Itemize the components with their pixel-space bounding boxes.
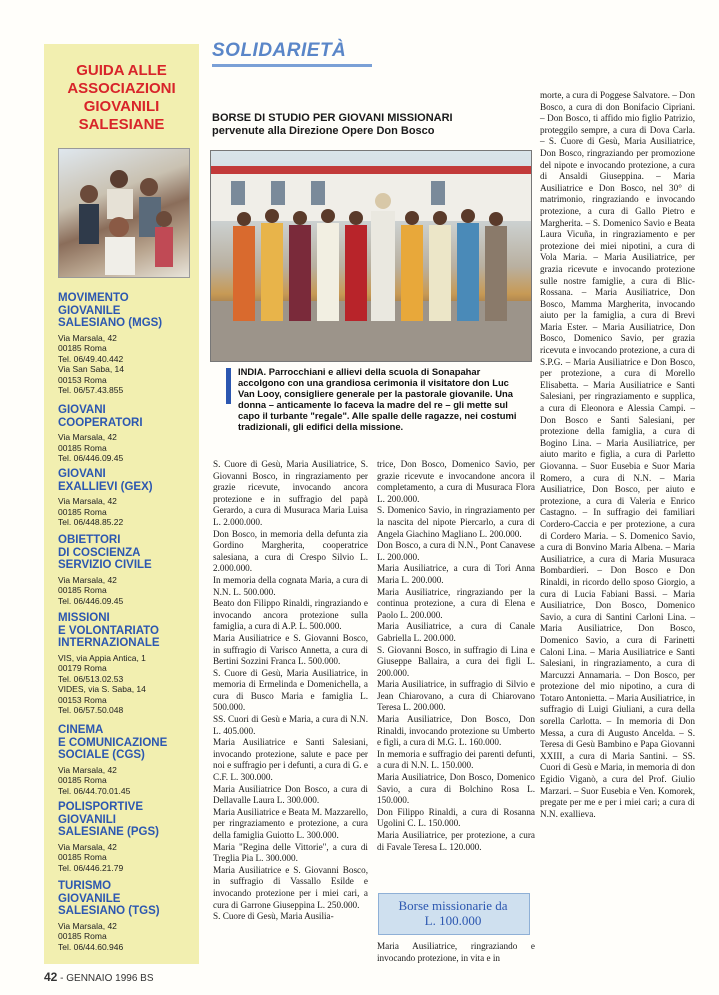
donation-entry: S. Cuore di Gesù, Maria Ausiliatrice, S. Giovanni Bosco, in ringraziamento per grazie ricevute, invocando ancora protezione e in suffragio del papà Gerardo, a cura di Musuraca Maria Luisa L. 2.000.000.: [213, 459, 368, 527]
donation-entry: Maria Ausiliatrice e S. Giovanni Bosco, in suffragio di Vassallo Esilde e invocando protezione per i miei cari, a cura di Garrone Giuseppina L. 250.000.: [213, 864, 368, 910]
org-address: Via Marsala, 42 00185 Roma Tel. 06/448.85.22: [58, 496, 124, 527]
org-mgs: [58, 292, 198, 396]
donation-entry: Maria Ausiliatrice, ringraziando per la continua protezione, a cura di Elena e Paolo L. 200.000.: [377, 586, 535, 620]
donation-entry: Maria "Regina delle Vittorie", a cura di Treglia Pia L. 300.000.: [213, 841, 368, 864]
sidebar-title: GUIDA ALLE ASSOCIAZIONI GIOVANILI SALESIANE: [67, 62, 176, 133]
org-name: GIOVANI COOPERATORI: [58, 404, 143, 429]
donation-entry: trice, Don Bosco, Domenico Savio, per grazie ricevute e invocandone ancora il completamento, a cura di Musuraca Flora L. 200.000.: [377, 459, 535, 504]
org-address: Via Marsala, 42 00185 Roma Tel. 06/49.40.442 Via San Saba, 14 00153 Roma Tel. 06/57.43.855: [58, 332, 125, 395]
org-name: MISSIONI E VOLONTARIATO INTERNAZIONALE: [58, 612, 160, 649]
org-pgs: [58, 801, 198, 873]
donation-entry: Maria Ausiliatrice, Don Bosco, Domenico Savio, a cura di Bolchino Rosa L. 150.000.: [377, 772, 535, 806]
header-rule: [212, 64, 372, 67]
donation-entry: Don Filippo Rinaldi, a cura di Rosanna Ugolini C. L. 150.000.: [377, 806, 535, 829]
footer-issue: - GENNAIO 1996 BS: [60, 973, 154, 984]
org-name: CINEMA E COMUNICAZIONE SOCIALE (CGS): [58, 724, 168, 761]
org-missioni: [58, 612, 198, 716]
org-address: Via Marsala, 42 00185 Roma Tel. 06/44.70.01.45: [58, 764, 131, 796]
donation-entry: S. Domenico Savio, in ringraziamento per la nascita del nipote Piercarlo, a cura di Angela Giachino Magliano L. 200.000.: [377, 505, 535, 539]
page-number: 42: [44, 970, 58, 984]
india-ceremony-photo: [210, 150, 532, 362]
column-3: [540, 90, 695, 820]
donation-entry: Maria Ausiliatrice, in suffragio di Silvio e Jean Chiarovano, a cura di Chiarovano Teresa L. 200.000.: [377, 679, 535, 713]
donation-entry: Maria Ausiliatrice, a cura di Tori Anna Maria L. 200.000.: [377, 563, 535, 585]
donation-entry: S. Giovanni Bosco, in suffragio di Lina e Giuseppe Ballaira, a cura dei figli L. 200.000.: [377, 644, 535, 678]
column-1: [213, 459, 368, 923]
donation-entry: S. Cuore di Gesù, Maria Ausiliatrice, in memoria di Ermelinda e Domenichella, a cura di Busco Maria e famiglia L. 500.000.: [213, 667, 368, 713]
org-name: TURISMO GIOVANILE SALESIANO (TGS): [58, 880, 160, 917]
donation-entry: Maria Ausiliatrice e Santi Salesiani, invocando protezione, salute e pace per noi e suffragio per i defunti, a cura di G. e C.F. L. 300.000.: [213, 737, 368, 783]
sidebar: [44, 44, 199, 964]
section-title: SOLIDARIETÀ: [212, 40, 347, 61]
caption-accent-bar: [226, 368, 231, 404]
article-headline: BORSE DI STUDIO PER GIOVANI MISSIONARI pervenute alla Direzione Opere Don Bosco: [212, 112, 453, 137]
youth-group-photo: [58, 148, 190, 278]
donation-entry: Maria Ausiliatrice e Beata M. Mazzarello, per ringraziamento e protezione, a cura della famiglia Guiotto L. 300.000.: [213, 806, 368, 840]
donation-entry: Maria Ausiliatrice e S. Giovanni Bosco, in suffragio di Varisco Annetta, a cura di Bertini Sozzini Franca L. 500.000.: [213, 632, 368, 667]
org-cgs: [58, 724, 198, 796]
org-cooperatori: [58, 404, 198, 464]
column-2-continued: [377, 941, 535, 964]
donation-list: morte, a cura di Poggese Salvatore. – Don Bosco, a cura di don Bonifacio Cipriani. – Don Bosco, ti affido mio figlio Patrizio, proteggilo sempre, a cura di Dova Carla. – S. Cuore di Gesù, Maria Ausiliatrice, Don Bosco, ringraziando per promozione del nipote e invocando protezione, a cura di Ansaldi Giuseppina. – Maria Ausiliatrice e Don Bosco, nel 30° di matrimonio, ringraziando e invocando protezione, a cura di Gallo Pietro e Margherita. – S. Domenico Savio e Beata Laura Vicuña, in ringraziamento e per protezione dei miei nipotini, a cura di Vola Maria. – Maria Ausiliatrice, per grazia ricevute e invocando protezione sulle nostre famiglie, a cura di Blic-Rossana. – Maria Ausiliatrice, Don Bosco, Mamma Margherita, invocando aiuto per la famiglia, a cura di Brevi Maria Ester. – Maria Ausiliatrice, Don Bosco, Domenico Savio, per grazia ricevuta e invocando protezione, a cura di S.P.G. – Maria Ausiliatrice e Don Bosco, per protezione, a cura di Morello Elisabetta. – Maria Ausiliatrice e Santi Salesiani, per ringraziamento e supplica, a cura di Eleonora e Alessia Campi. – Don Bosco e Santi Salesiani, per protezione della famiglia, a cura di Bogino Lina. – Maria Ausiliatrice, per aiuto marito e figlia, a cura di Parletto Giovanna. – Suor Eusebia e Suor Maria Romero, a cura di N.N. – Maria Ausiliatrice, Don Bosco, per aiuto e protezione, a cura di Valeria e Enrico Castagno. – In suffragio dei familiari Cordero-Caccia e per protezione, a cura di Cordero Maria. – S. Domenico Savio, a cura di Bonvino Maria Albena. – Maria Ausiliatrice, a cura di Maria Musuraca Bombardieri. – Don Bosco e Don Rinaldi, in ricordo dello sposo Giorgio, a cura di Lucia Fabiani Bassi. – Maria Ausiliatrice, Don Bosco, Domenico Savio, a cura di Santini Carloni Lina. – Maria Ausiliatrice, Don Bosco, Domenico Savio, a cura di Farinetti Caloni Lina. – Maria Ausiliatrice e Santi Salesiani, in ringraziamento, a cura di Marcuzzi Annamaria. – Don Bosco, per protezione del mio nipotino, a cura di Totaro Antonietta. – Maria Ausiliatrice, in suffragio di Luigi Giuliani, a cura della sorella Carlotta. – In memoria di Don Messa, a cura di Augusto Ancelda. – S. Teresa di Gesù Bambino e Papa Giovanni XXIII, a cura di Maria Santini. – SS. Cuori di Gesù e Maria, in memoria di don Egidio Viganò, a cura del Prof. Giulio Marzari. – Suor Eusebia e Ven. Komorek, pregate per me e per i miei cari; a cura di N.N. exallieva.: [540, 90, 695, 819]
donation-entry: Maria Ausiliatrice, ringraziando e invocando protezione, in vita e in: [377, 941, 535, 963]
donation-entry: Don Bosco, a cura di N.N., Pont Canavese L. 200.000.: [377, 540, 535, 562]
donation-entry: Beato don Filippo Rinaldi, ringraziando e invocando ancora protezione sulla famiglia, a cura di A.P. L. 500.000.: [213, 598, 368, 632]
column-2: [377, 459, 535, 853]
org-address: Via Marsala, 42 00185 Roma Tel. 06/446.09.45: [58, 574, 124, 606]
org-name: OBIETTORI DI COSCIENZA SERVIZIO CIVILE: [58, 534, 152, 571]
donation-entry: Maria Ausiliatrice, a cura di Canale Gabriella L. 200.000.: [377, 621, 535, 643]
donation-entry: In memoria e suffragio dei parenti defunti, a cura di N.N. L. 150.000.: [377, 748, 535, 771]
donation-entry: Maria Ausiliatrice, per protezione, a cura di Favale Teresa L. 120.000.: [377, 830, 535, 852]
photo-caption: [238, 366, 528, 432]
donation-entry: SS. Cuori di Gesù e Maria, a cura di N.N. L. 405.000.: [213, 714, 368, 736]
donation-entry: S. Cuore di Gesù, Maria Ausilia-: [213, 911, 334, 922]
org-name: MOVIMENTO GIOVANILE SALESIANO (MGS): [58, 292, 163, 329]
page-footer: [44, 970, 154, 984]
org-address: Via Marsala, 42 00185 Roma Tel. 06/446.09.45: [58, 432, 124, 463]
org-name: POLISPORTIVE GIOVANILI SALESIANE (PGS): [58, 801, 159, 838]
org-address: Via Marsala, 42 00185 Roma Tel. 06/446.21.79: [58, 841, 124, 873]
org-obiettori: [58, 534, 198, 606]
caption-lead: INDIA.: [238, 366, 267, 377]
donation-entry: Maria Ausiliatrice Don Bosco, a cura di Dellavalle Laura L. 300.000.: [213, 783, 368, 806]
org-tgs: [58, 880, 198, 952]
org-address: VIS, via Appia Antica, 1 00179 Roma Tel. 06/513.02.53 VIDES, via S. Saba, 14 00153 Roma Tel. 06/57.50.048: [58, 652, 146, 715]
org-name: GIOVANI EXALLIEVI (GEX): [58, 468, 153, 493]
caption-text: Parrocchiani e allievi della scuola di Sonapahar accolgono con una grandiosa cerimonia il visitatore don Luc Van Looy, consigliere generale per la pastorale giovanile. Una donna – anticamente lo faceva la madre del re – gli mette sul capo il turbante "regale". Alle spalle delle ragazze, nei costumi tradizionali, gli edifici della missione.: [238, 366, 517, 432]
donation-entry: Don Bosco, in memoria della defunta zia Gordino Margherita, cooperatrice salesiana, a cura di Crespo Silvio L. 2.000.000.: [213, 528, 368, 574]
org-address: Via Marsala, 42 00185 Roma Tel. 06/44.60.946: [58, 920, 124, 952]
donation-entry: Maria Ausiliatrice, Don Bosco, Don Rinaldi, invocando protezione su Umberto e figli, a cura di M.G. L. 160.000.: [377, 714, 535, 748]
box-title: Borse missionarie da L. 100.000: [398, 898, 508, 928]
org-gex: [58, 468, 198, 528]
donation-entry: In memoria della cognata Maria, a cura di N.N. L. 500.000.: [213, 574, 368, 597]
